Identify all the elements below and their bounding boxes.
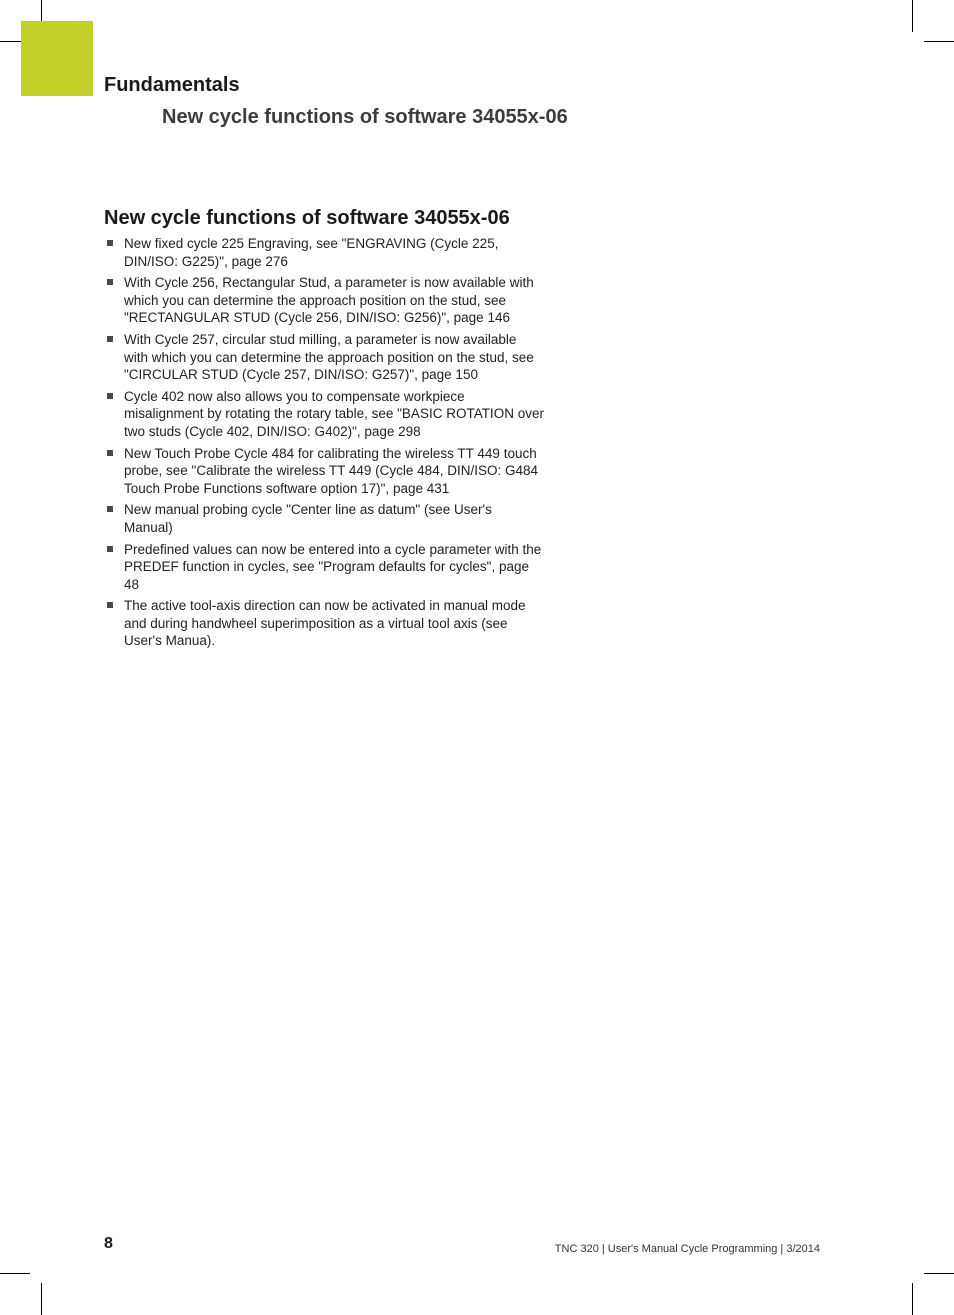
list-item: [104, 445, 544, 498]
list-item: [104, 235, 544, 270]
square-bullet-icon: [107, 506, 113, 512]
square-bullet-icon: [107, 546, 113, 552]
list-item-text: The active tool-axis direction can now be activated in manual mode and during handwheel superimposition as a virtual tool axis (see User's Manua).: [124, 598, 526, 649]
square-bullet-icon: [107, 240, 113, 246]
footer-text: TNC 320 | User's Manual Cycle Programming | 3/2014: [554, 1243, 820, 1255]
square-bullet-icon: [107, 279, 113, 285]
list-item-text: New manual probing cycle "Center line as datum" (see User's Manual): [124, 502, 492, 535]
crop-mark: [0, 1273, 30, 1274]
square-bullet-icon: [107, 450, 113, 456]
list-item-text: With Cycle 257, circular stud milling, a parameter is now available with which you can determine the approach position on the stud, see "CIRCULAR STUD (Cycle 257, DIN/ISO: G257)", page 150: [124, 331, 534, 383]
square-bullet-icon: [107, 602, 113, 608]
crop-mark: [41, 1283, 42, 1315]
page-number: 8: [104, 1235, 113, 1252]
list-item: [104, 501, 544, 536]
square-bullet-icon: [107, 336, 113, 342]
list-item-text: New fixed cycle 225 Engraving, see "ENGRAVING (Cycle 225, DIN/ISO: G225)", page 276: [124, 236, 499, 269]
list-item-text: New Touch Probe Cycle 484 for calibrating the wireless TT 449 touch probe, see "Calibrate the wireless TT 449 (Cycle 484, DIN/ISO: G484 Touch Probe Functions software option 17)", page 431: [124, 445, 538, 496]
crop-mark: [912, 1283, 913, 1315]
chapter-title: Fundamentals: [104, 74, 240, 96]
list-item: [104, 274, 544, 327]
square-bullet-icon: [107, 393, 113, 399]
section-subtitle: New cycle functions of software 34055x-06: [162, 106, 568, 128]
list-item-text: With Cycle 256, Rectangular Stud, a parameter is now available with which you can determine the approach position on the stud, see "RECTANGULAR STUD (Cycle 256, DIN/ISO: G256)", page 146: [124, 275, 534, 326]
list-item-text: Predefined values can now be entered into a cycle parameter with the PREDEF function in cycles, see "Program defaults for cycles", page 48: [124, 541, 542, 592]
list-item: [104, 331, 544, 384]
list-item: [104, 541, 544, 594]
crop-mark: [924, 41, 954, 42]
list-item: [104, 597, 544, 650]
feature-list: [104, 235, 544, 654]
list-item: [104, 388, 544, 441]
list-item-text: Cycle 402 now also allows you to compensate workpiece misalignment by rotating the rotary table, see "BASIC ROTATION over two studs (Cycle 402, DIN/ISO: G402)", page 298: [124, 388, 544, 439]
section-heading: New cycle functions of software 34055x-06: [104, 207, 510, 229]
chapter-tab-marker: [21, 21, 93, 96]
crop-mark: [912, 0, 913, 32]
crop-mark: [924, 1273, 954, 1274]
